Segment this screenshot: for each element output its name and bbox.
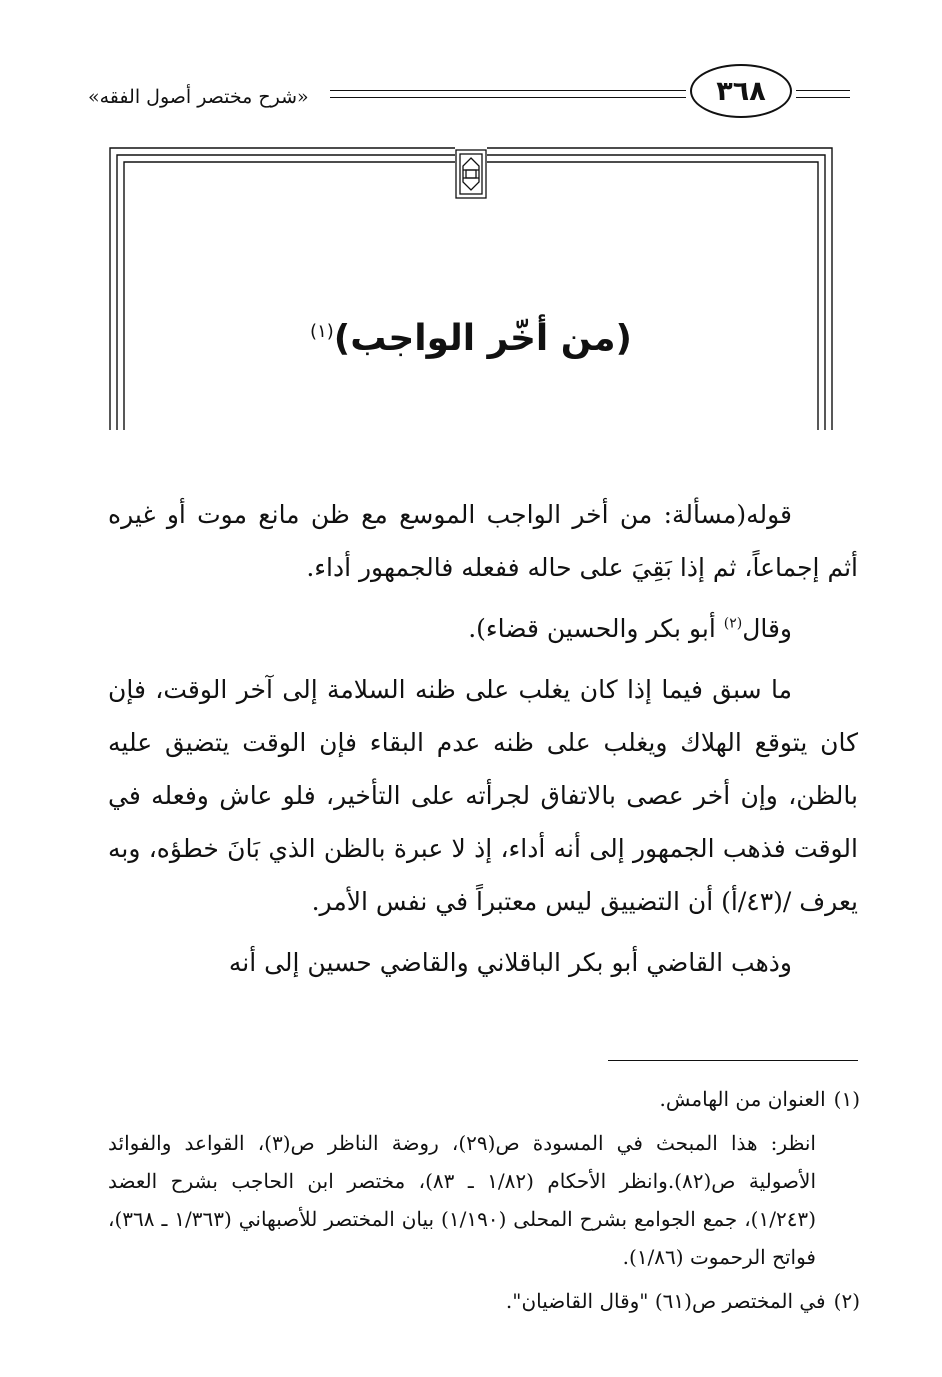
chapter-footnote-ref: (١) [310,321,334,342]
chapter-title [150,318,792,359]
paragraph-2 [108,602,858,655]
footnote-ref-2: (٢) [723,615,743,632]
star-ornament-icon [456,150,486,198]
footnote-separator [608,1060,858,1061]
footnote-1-text: العنوان من الهامش. [659,1087,826,1111]
footnotes [108,1080,860,1326]
footnote-2-number: (٢) [833,1289,860,1313]
chapter-title-text: (من أخّر الواجب) [333,318,632,359]
paragraph-2-start: وقال [742,614,792,643]
main-text [108,488,858,997]
chapter-frame [0,0,942,450]
paragraph-2-end: أبو بكر والحسين قضاء). [468,614,724,643]
footnote-1 [108,1080,860,1118]
footnote-2-text: في المختصر ص(٦١) "وقال القاضيان". [505,1289,826,1313]
paragraph-3: ما سبق فيما إذا كان يغلب على ظنه السلامة إلى آخر الوقت، فإن كان يتوقع الهلاك ويغلب على ظنه عدم البقاء فإن الوقت يتضيق عليه بالظن، وإن أخر عصى بالاتفاق لجرأته على التأخير، فلو عاش وفعله في الوقت فذهب الجمهور إلى أنه أداء، إذ لا عبرة بالظن الذي بَانَ خطؤه، وبه يعرف /(٤٣/أ) أن التضييق ليس معتبراً في نفس الأمر. [108,675,858,916]
footnote-1-continuation: انظر: هذا المبحث في المسودة ص(٢٩)، روضة الناظر ص(٣)، القواعد والفوائد الأصولية ص(٨٢).وانظر الأحكام (١/٨٢ ـ ٨٣)، مختصر ابن الحاجب بشرح العضد (١/٢٤٣)، جمع الجوامع بشرح المحلى (١/١٩٠) بيان المختصر للأصبهاني (١/٣٦٣ ـ ٣٦٨)، فواتح الرحموت (١/٨٦). [108,1131,817,1269]
footnote-1-number: (١) [833,1087,860,1111]
running-header-book-title: «شرح مختصر أصول الفقه» [88,86,309,108]
paragraph-1: قوله(مسألة: من أخر الواجب الموسع مع ظن مانع موت أو غيره أثم إجماعاً، ثم إذا بَقِيَ على حاله ففعله فالجمهور أداء. [108,500,858,582]
paragraph-4: وذهب القاضي أبو بكر الباقلاني والقاضي حسين إلى أنه [228,948,792,977]
footnote-2 [108,1282,860,1320]
page-number: ٣٦٨ [690,64,792,118]
